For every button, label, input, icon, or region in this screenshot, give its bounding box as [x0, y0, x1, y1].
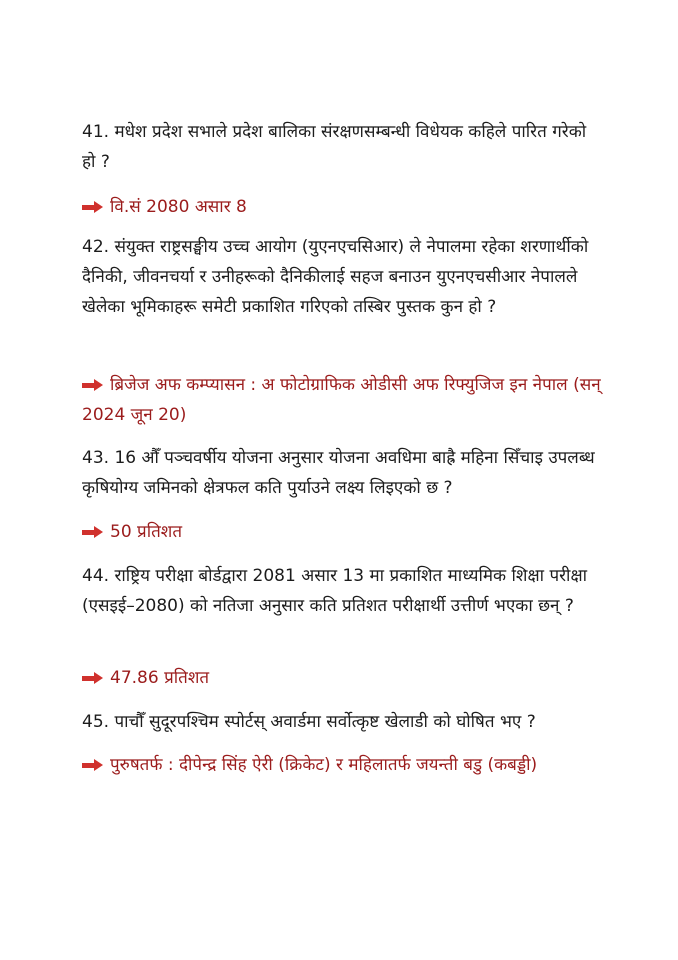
answer-41	[82, 192, 602, 222]
answer-42	[82, 370, 602, 430]
answer-43	[82, 517, 602, 547]
right-arrow-icon	[82, 526, 104, 538]
question-44: 44. राष्ट्रिय परीक्षा बोर्डद्वारा 2081 असार 13 मा प्रकाशित माध्यमिक शिक्षा परीक्षा (एसइई–2080) को नतिजा अनुसार कति प्रतिशत परीक्षार्थी उत्तीर्ण भएका छन् ?	[82, 566, 588, 616]
answer-44	[82, 663, 602, 693]
right-arrow-icon	[82, 759, 104, 771]
question-41: 41. मधेश प्रदेश सभाले प्रदेश बालिका संरक्षणसम्बन्धी विधेयक कहिले पारित गरेको हो ?	[82, 122, 587, 172]
answer-45-text: पुरुषतर्फ : दीपेन्द्र सिंह ऐरी (क्रिकेट) र महिलातर्फ जयन्ती बडु (कबड्डी)	[110, 755, 538, 775]
answer-44-text: 47.86 प्रतिशत	[110, 668, 210, 688]
answer-41-text: वि.सं 2080 असार 8	[110, 197, 247, 217]
answer-42-text: ब्रिजेज अफ कम्प्यासन : अ फोटोग्राफिक ओडीसी अफ रिफ्युजिज इन नेपाल (सन् 2024 जून 20)	[82, 375, 601, 425]
right-arrow-icon	[82, 379, 104, 391]
answer-43-text: 50 प्रतिशत	[110, 522, 183, 542]
answer-45	[82, 750, 602, 780]
right-arrow-icon	[82, 672, 104, 684]
question-45: 45. पाचौँ सुदूरपश्चिम स्पोर्टस् अवार्डमा सर्वोत्कृष्ट खेलाडी को घोषित भए ?	[82, 712, 536, 732]
question-42: 42. संयुक्त राष्ट्रसङ्घीय उच्च आयोग (युएनएचसिआर) ले नेपालमा रहेका शरणार्थीको दैनिकी, जीवनचर्या र उनीहरूको दैनिकीलाई सहज बनाउन युएनएचसीआर नेपालले खेलेका भूमिकाहरू समेटी प्रकाशित गरिएको तस्बिर पुस्तक कुन हो ?	[82, 237, 589, 317]
right-arrow-icon	[82, 201, 104, 213]
question-43: 43. 16 औँ पञ्चवर्षीय योजना अनुसार योजना अवधिमा बाह्रै महिना सिँचाइ उपलब्ध कृषियोग्य जमिनको क्षेत्रफल कति पुर्याउने लक्ष्य लिइएको छ ?	[82, 448, 595, 498]
